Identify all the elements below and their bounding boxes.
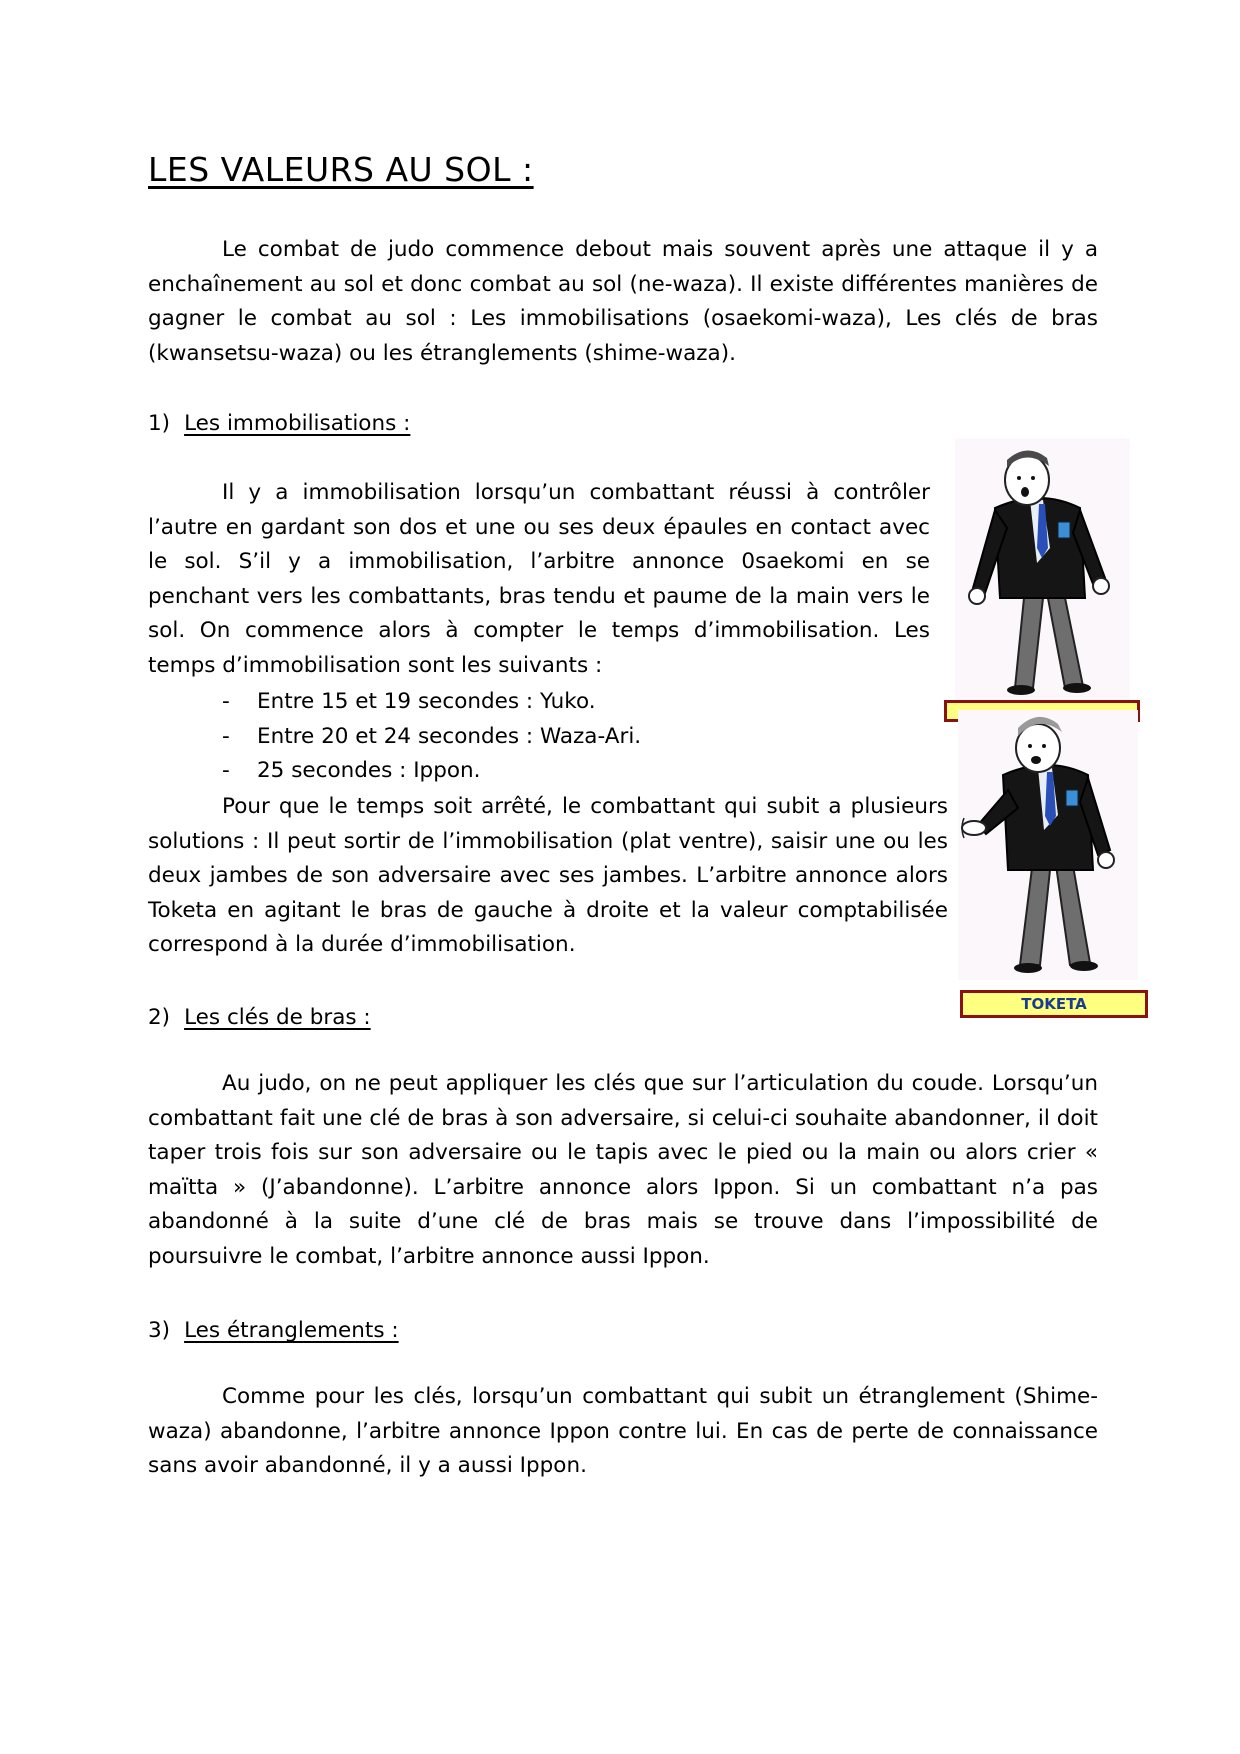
section-heading-etranglements bbox=[148, 1318, 399, 1343]
section-heading-cles bbox=[148, 1005, 371, 1030]
section-heading-immobilisations bbox=[148, 411, 410, 436]
list-item: - Entre 15 et 19 secondes : Yuko. bbox=[222, 689, 596, 714]
list-item: - Entre 20 et 24 secondes : Waza-Ari. bbox=[222, 723, 642, 749]
page-title: LES VALEURS AU SOL : bbox=[148, 150, 534, 189]
etranglements-paragraph: Comme pour les clés, lorsqu’un combattant qui subit un étranglement (Shime-waza) abandonne, l’arbitre annonce Ippon contre lui. En cas de perte de connaissance sans avoir abandonné, il y a aussi Ippon. bbox=[148, 1384, 1098, 1479]
intro-paragraph: Le combat de judo commence debout mais souvent après une attaque il y a enchaînement au sol et donc combat au sol (ne-waza). Il existe différentes manières de gagner le combat au sol : Les immobilisations (osaekomi-waza), Les clés de bras (kwansetsu-waza) ou les étranglements (shime-waza). bbox=[148, 237, 1098, 366]
section-label: Les clés de bras : bbox=[184, 1005, 371, 1030]
referee-toketa-illustration bbox=[958, 710, 1138, 980]
referee-osaekomi-illustration bbox=[955, 438, 1130, 700]
list-item: - 25 secondes : Ippon. bbox=[222, 758, 481, 784]
section-number: 3) bbox=[148, 1318, 171, 1343]
section-label: Les étranglements : bbox=[184, 1318, 399, 1343]
section-number: 2) bbox=[148, 1005, 171, 1030]
toketa-paragraph: Pour que le temps soit arrêté, le combattant qui subit a plusieurs solutions : Il peut sortir de l’immobilisation (plat ventre), saisir une ou les deux jambes de son adversaire avec ses jambes. L’arbitre annonce alors Toketa en agitant le bras de gauche à droite et la valeur comptabilisée correspond à la durée d’immobilisation. bbox=[148, 794, 948, 958]
section-number: 1) bbox=[148, 411, 171, 436]
cles-paragraph: Au judo, on ne peut appliquer les clés que sur l’articulation du coude. Lorsqu’un combattant fait une clé de bras à son adversaire, si celui-ci souhaite abandonner, il doit taper trois fois sur son adversaire ou le tapis avec le pied ou la main ou alors crier « maïtta » (J’abandonne). L’arbitre annonce alors Ippon. Si un combattant n’a pas abandonné à la suite d’une clé de bras mais se trouve dans l’impossibilité de poursuivre le combat, l’arbitre annonce aussi Ippon. bbox=[148, 1071, 1098, 1269]
toketa-caption: TOKETA bbox=[960, 990, 1148, 1018]
section-label: Les immobilisations : bbox=[184, 411, 411, 436]
immobilisations-paragraph: Il y a immobilisation lorsqu’un combattant réussi à contrôler l’autre en gardant son dos et une ou ses deux épaules en contact avec le sol. S’il y a immobilisation, l’arbitre annonce 0saekomi en se penchant vers les combattants, bras tendu et paume de la main vers le sol. On commence alors à compter le temps d’immobilisation. Les temps d’immobilisation sont les suivants : bbox=[148, 480, 930, 678]
immobilisation-times-list bbox=[148, 685, 641, 789]
